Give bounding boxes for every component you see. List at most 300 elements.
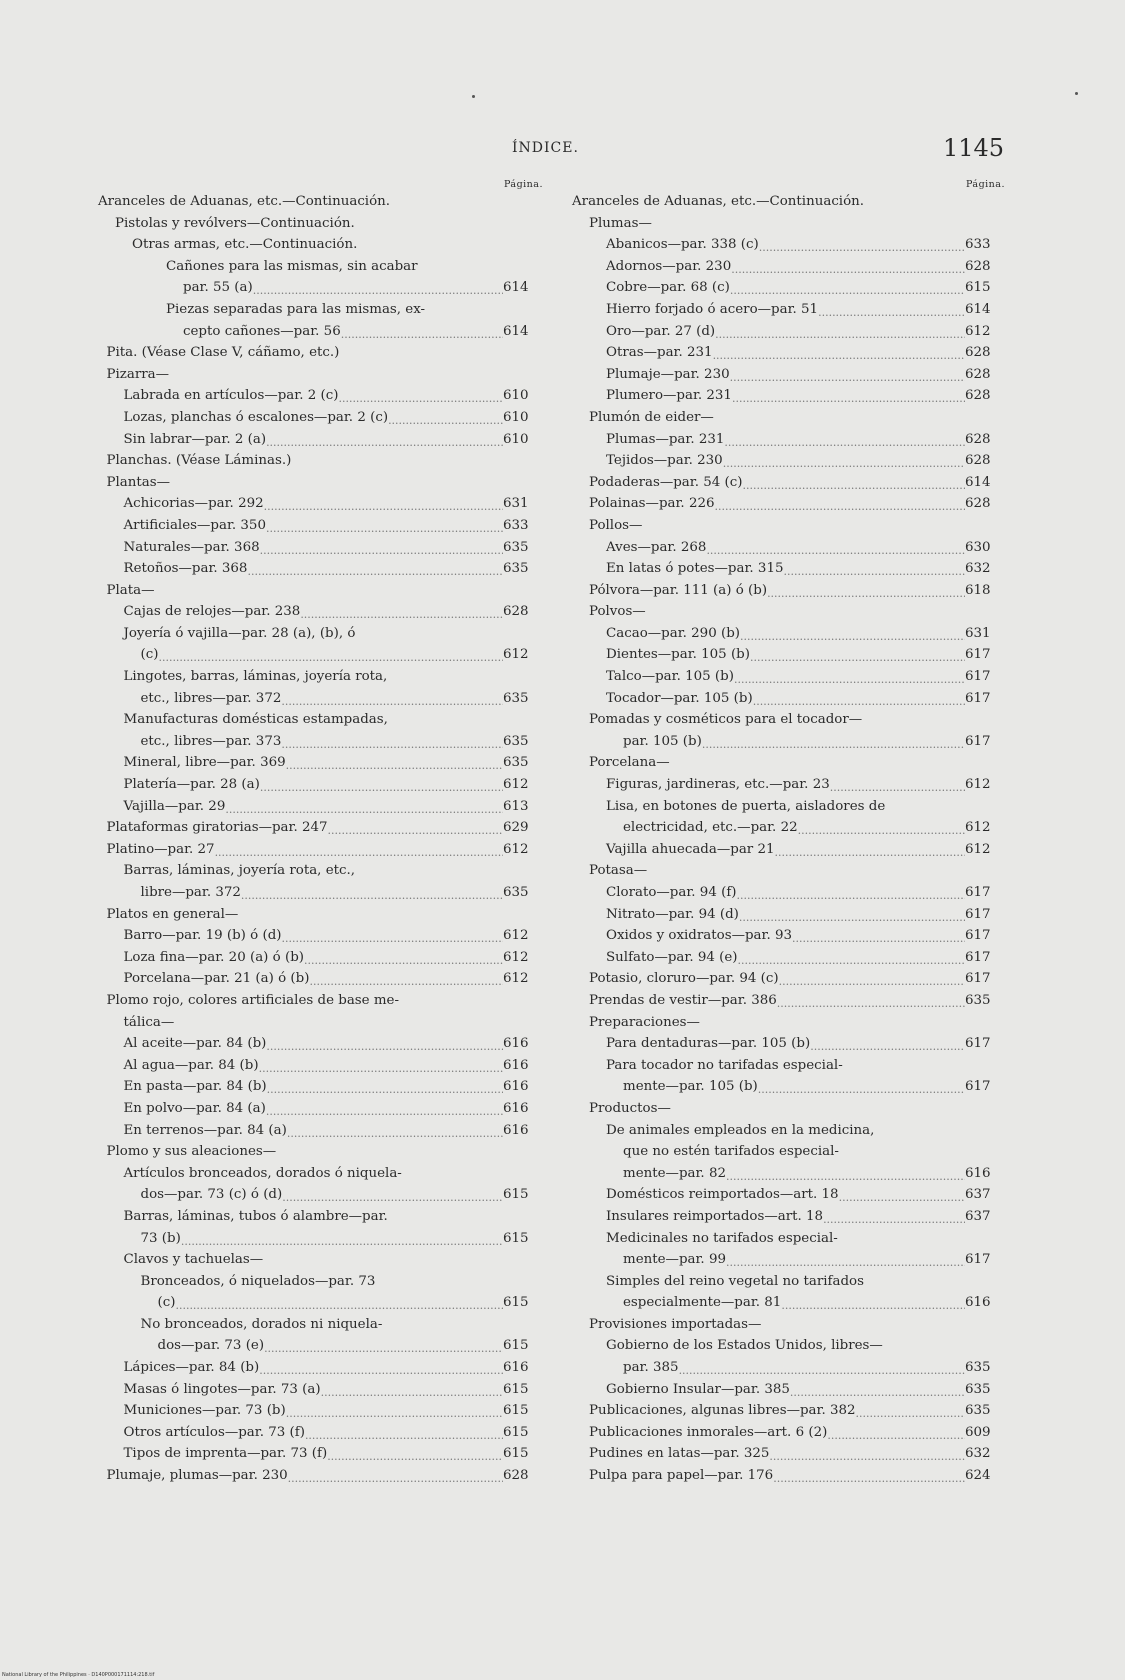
- entry-text: Plumón de eider—: [589, 409, 714, 425]
- entry-text: Platino—par. 27 .....: [107, 842, 215, 857]
- index-column-right: [572, 178, 1005, 1487]
- entry-text: Aves—par. 268 .....: [606, 540, 706, 555]
- entry-page-number: 624: [965, 1465, 1005, 1487]
- entry-text: (c) .....: [158, 1295, 176, 1310]
- index-entry: [98, 839, 543, 861]
- entry-text: Para dentaduras—par. 105 (b) .....: [606, 1036, 810, 1051]
- speck: [1075, 92, 1078, 95]
- index-entry: [98, 1314, 543, 1336]
- entry-text: Pizarra—: [106, 366, 170, 382]
- entry-page-number: 617: [965, 644, 1005, 666]
- entry-page-number: 615: [503, 1422, 543, 1444]
- index-entry: [572, 1163, 1005, 1185]
- index-entry: [98, 990, 543, 1012]
- entry-text: etc., libres—par. 372 .....: [141, 691, 282, 706]
- index-entry: [98, 1271, 543, 1293]
- entry-page-number: 617: [965, 947, 1005, 969]
- entry-text: Barro—par. 19 (b) ó (d) .....: [124, 928, 282, 943]
- index-entry: [572, 666, 1005, 688]
- entry-text: Cobre—par. 68 (c) .....: [606, 280, 730, 295]
- entry-page-number: 632: [965, 558, 1005, 580]
- entry-text: En latas ó potes—par. 315 .....: [606, 561, 784, 576]
- entry-text: Retoños—par. 368 .....: [124, 561, 248, 576]
- index-entry: [98, 1206, 543, 1228]
- running-title: ÍNDICE.: [512, 140, 579, 156]
- entry-text: Piezas separadas para las mismas, ex-: [166, 301, 426, 317]
- entry-text: Plantas—: [106, 474, 171, 490]
- index-entry: [98, 796, 543, 818]
- index-entry: [98, 1465, 543, 1487]
- entry-text: Plumas—par. 231 .....: [606, 432, 724, 447]
- index-entry: [572, 968, 1005, 990]
- index-entry: [98, 1357, 543, 1379]
- entry-page-number: 616: [965, 1163, 1005, 1185]
- entry-page-number: 632: [965, 1443, 1005, 1465]
- index-entry: [572, 580, 1005, 602]
- index-entry: [572, 1120, 1005, 1142]
- index-entry: [98, 601, 543, 623]
- entry-text: Para tocador no tarifadas especial-: [606, 1057, 843, 1073]
- entry-text: Naturales—par. 368 .....: [124, 540, 260, 555]
- index-entry: [572, 1206, 1005, 1228]
- entry-page-number: 614: [965, 472, 1005, 494]
- entry-text: En polvo—par. 84 (a) .....: [124, 1101, 266, 1116]
- entry-text: dos—par. 73 (c) ó (d) .....: [141, 1187, 283, 1202]
- index-entry: [572, 1422, 1005, 1444]
- entry-page-number: 612: [503, 947, 543, 969]
- entry-text: Medicinales no tarifados especial-: [606, 1230, 838, 1246]
- entry-page-number: 633: [965, 234, 1005, 256]
- index-entry: [572, 817, 1005, 839]
- index-entry: [98, 450, 543, 472]
- index-entry: [572, 450, 1005, 472]
- entry-page-number: 628: [503, 1465, 543, 1487]
- entry-page-number: 609: [965, 1422, 1005, 1444]
- pagina-label: Página.: [503, 179, 543, 190]
- index-entry: [572, 1076, 1005, 1098]
- entry-page-number: 635: [965, 1379, 1005, 1401]
- entry-text: Manufacturas domésticas estampadas,: [123, 712, 388, 728]
- index-entry: [572, 537, 1005, 559]
- entry-text: En pasta—par. 84 (b) .....: [124, 1079, 267, 1094]
- entry-text: Municiones—par. 73 (b) .....: [124, 1403, 286, 1418]
- entry-page-number: 635: [503, 537, 543, 559]
- entry-page-number: 617: [965, 968, 1005, 990]
- entry-text: Plumero—par. 231 .....: [606, 388, 732, 403]
- index-entry: [98, 968, 543, 990]
- index-entry: [572, 256, 1005, 278]
- entry-text: Pulpa para papel—par. 176 .....: [589, 1468, 773, 1483]
- entry-page-number: 614: [503, 321, 543, 343]
- index-entry: [572, 1141, 1005, 1163]
- index-entry: [98, 256, 543, 278]
- index-entry: [98, 817, 543, 839]
- entry-text: Oro—par. 27 (d) .....: [606, 324, 715, 339]
- entry-text: Plumaje—par. 230 .....: [606, 367, 730, 382]
- index-entry: [98, 1228, 543, 1250]
- index-entry: [98, 1335, 543, 1357]
- entry-text: Cañones para las mismas, sin acabar: [166, 258, 418, 274]
- entry-text: cepto cañones—par. 56 .....: [183, 324, 341, 339]
- index-entry: [98, 558, 543, 580]
- entry-text: Planchas. (Véase Láminas.): [106, 453, 292, 469]
- entry-page-number: 612: [503, 839, 543, 861]
- entry-page-number: 617: [965, 1249, 1005, 1271]
- entry-page-number: 615: [503, 1335, 543, 1357]
- index-entry: [572, 299, 1005, 321]
- entry-page-number: 610: [503, 385, 543, 407]
- index-entry: [98, 299, 543, 321]
- index-entry: [572, 774, 1005, 796]
- entry-text: Dientes—par. 105 (b) .....: [606, 647, 750, 662]
- entry-text: par. 55 (a) .....: [183, 280, 253, 295]
- entry-text: Otros artículos—par. 73 (f) .....: [124, 1425, 305, 1440]
- entry-page-number: 630: [965, 537, 1005, 559]
- page-number: 1145: [943, 134, 1005, 162]
- entry-text: Cacao—par. 290 (b) .....: [606, 626, 740, 641]
- index-entry: [572, 1249, 1005, 1271]
- index-entry: [98, 1055, 543, 1077]
- entry-text: Bronceados, ó niquelados—par. 73: [140, 1273, 376, 1289]
- index-entry: [98, 947, 543, 969]
- index-entry: [98, 666, 543, 688]
- index-entry: [98, 1163, 543, 1185]
- pagina-label: Página.: [965, 179, 1005, 190]
- entry-page-number: 635: [965, 1357, 1005, 1379]
- entry-text: Barras, láminas, joyería rota, etc.,: [123, 863, 356, 879]
- index-entry: [572, 1098, 1005, 1120]
- index-entry: [572, 990, 1005, 1012]
- entry-text: Provisiones importadas—: [589, 1316, 762, 1332]
- index-entry: [572, 709, 1005, 731]
- entry-page-number: 613: [503, 796, 543, 818]
- entry-text: Plata—: [106, 582, 155, 598]
- entry-page-number: 628: [965, 429, 1005, 451]
- entry-text: De animales empleados en la medicina,: [606, 1122, 875, 1138]
- index-entry: [98, 709, 543, 731]
- entry-page-number: 616: [503, 1357, 543, 1379]
- entry-text: Potasio, cloruro—par. 94 (c) .....: [589, 971, 779, 986]
- entry-page-number: 617: [965, 731, 1005, 753]
- entry-text: Pollos—: [589, 517, 643, 533]
- index-entry: [572, 472, 1005, 494]
- entry-text: Aranceles de Aduanas, etc.—Continuación.: [572, 194, 865, 209]
- entry-text: mente—par. 82 .....: [623, 1166, 726, 1181]
- entry-text: Sin labrar—par. 2 (a) .....: [124, 432, 267, 447]
- entry-page-number: 616: [503, 1120, 543, 1142]
- index-entry: [98, 1379, 543, 1401]
- scan-credit: National Library of the Philippines · D140P000171114:218.tif: [2, 1672, 155, 1678]
- index-entry: [98, 688, 543, 710]
- index-entry: [572, 1012, 1005, 1034]
- entry-page-number: 614: [965, 299, 1005, 321]
- index-entry: [572, 558, 1005, 580]
- entry-page-number: 612: [965, 839, 1005, 861]
- index-entry: [572, 277, 1005, 299]
- index-entry: [98, 407, 543, 429]
- index-entry: [572, 1379, 1005, 1401]
- index-entry: [572, 839, 1005, 861]
- index-entry: [98, 1033, 543, 1055]
- entry-page-number: 616: [503, 1076, 543, 1098]
- index-entry: [98, 1292, 543, 1314]
- index-entry: [572, 1055, 1005, 1077]
- entry-text: Lisa, en botones de puerta, aisladores de: [606, 798, 886, 814]
- entry-page-number: 615: [965, 277, 1005, 299]
- entry-page-number: 612: [965, 321, 1005, 343]
- entry-page-number: 612: [965, 817, 1005, 839]
- index-entry: [98, 1120, 543, 1142]
- entry-text: Publicaciones, algunas libres—par. 382 .....: [589, 1403, 856, 1418]
- index-entry: [572, 1443, 1005, 1465]
- entry-text: Otras—par. 231 .....: [606, 345, 713, 360]
- entry-text: libre—par. 372 .....: [141, 885, 241, 900]
- entry-text: Labrada en artículos—par. 2 (c) .....: [124, 388, 339, 403]
- entry-text: Domésticos reimportados—art. 18 .....: [606, 1187, 839, 1202]
- index-entry: [98, 385, 543, 407]
- entry-text: Sulfato—par. 94 (e) .....: [606, 950, 738, 965]
- index-entry: [98, 882, 543, 904]
- entry-page-number: 615: [503, 1228, 543, 1250]
- entry-text: Plumas—: [589, 215, 652, 231]
- index-entry: [572, 731, 1005, 753]
- entry-text: dos—par. 73 (e) .....: [158, 1338, 265, 1353]
- entry-text: Platos en general—: [106, 906, 239, 922]
- index-entry: [572, 1335, 1005, 1357]
- index-entry: [98, 321, 543, 343]
- entry-page-number: 635: [965, 1400, 1005, 1422]
- index-entry: [98, 752, 543, 774]
- entry-page-number: 616: [503, 1033, 543, 1055]
- entry-text: Loza fina—par. 20 (a) ó (b) .....: [124, 950, 305, 965]
- index-entry: [572, 385, 1005, 407]
- entry-page-number: 617: [965, 688, 1005, 710]
- entry-page-number: 612: [503, 644, 543, 666]
- entry-page-number: 612: [503, 968, 543, 990]
- index-entry: [572, 1400, 1005, 1422]
- entry-text: Adornos—par. 230 .....: [606, 259, 731, 274]
- index-entry: [98, 472, 543, 494]
- index-entry: [98, 623, 543, 645]
- index-entry: [572, 515, 1005, 537]
- entry-text: etc., libres—par. 373 .....: [141, 734, 282, 749]
- entry-page-number: 635: [503, 688, 543, 710]
- index-entry: [572, 1292, 1005, 1314]
- entry-page-number: 628: [503, 601, 543, 623]
- index-entry: [98, 580, 543, 602]
- index-entry: [572, 429, 1005, 451]
- entry-text: Gobierno Insular—par. 385 .....: [606, 1382, 790, 1397]
- entry-page-number: 617: [965, 1076, 1005, 1098]
- entry-text: Plumaje, plumas—par. 230 .....: [107, 1468, 288, 1483]
- entry-text: Lozas, planchas ó escalones—par. 2 (c) .....: [124, 410, 389, 425]
- index-entry: [98, 213, 543, 235]
- entry-text: En terrenos—par. 84 (a) .....: [124, 1123, 287, 1138]
- entry-text: Plataformas giratorias—par. 247 .....: [107, 820, 328, 835]
- entry-text: Gobierno de los Estados Unidos, libres—: [606, 1338, 883, 1354]
- entry-text: Tipos de imprenta—par. 73 (f) .....: [124, 1446, 328, 1461]
- entry-page-number: 628: [965, 493, 1005, 515]
- index-entry: [98, 191, 543, 213]
- index-entry: [98, 925, 543, 947]
- entry-text: Pudines en latas—par. 325 .....: [589, 1446, 769, 1461]
- entry-page-number: 617: [965, 1033, 1005, 1055]
- entry-page-number: 633: [503, 515, 543, 537]
- entry-page-number: 628: [965, 385, 1005, 407]
- entry-text: mente—par. 105 (b) .....: [623, 1079, 758, 1094]
- index-entry: [98, 515, 543, 537]
- entry-text: Podaderas—par. 54 (c) .....: [589, 475, 742, 490]
- entry-page-number: 616: [503, 1098, 543, 1120]
- index-entry: [572, 947, 1005, 969]
- index-entry: [98, 1249, 543, 1271]
- entry-page-number: 610: [503, 429, 543, 451]
- index-entry: [572, 882, 1005, 904]
- entry-page-number: 612: [503, 774, 543, 796]
- entry-page-number: 628: [965, 342, 1005, 364]
- entry-page-number: 628: [965, 256, 1005, 278]
- entry-list: [572, 191, 1005, 1487]
- index-entry: [572, 904, 1005, 926]
- entry-text: Potasa—: [589, 863, 648, 879]
- index-entry: [98, 860, 543, 882]
- entry-text: par. 105 (b) .....: [623, 734, 702, 749]
- entry-text: Pomadas y cosméticos para el tocador—: [589, 712, 863, 728]
- entry-text: Al aceite—par. 84 (b) .....: [124, 1036, 267, 1051]
- speck: [472, 95, 475, 98]
- index-entry: [572, 1033, 1005, 1055]
- entry-text: Vajilla—par. 29 .....: [124, 799, 226, 814]
- entry-text: Cajas de relojes—par. 238 .....: [124, 604, 301, 619]
- entry-text: Al agua—par. 84 (b) .....: [124, 1058, 259, 1073]
- index-entry: [98, 1141, 543, 1163]
- entry-text: Artículos bronceados, dorados ó niquela-: [123, 1165, 402, 1181]
- entry-text: Preparaciones—: [589, 1014, 700, 1030]
- entry-page-number: 616: [503, 1055, 543, 1077]
- index-entry: [572, 1314, 1005, 1336]
- entry-page-number: 631: [965, 623, 1005, 645]
- entry-text: Plomo rojo, colores artificiales de base me-: [106, 992, 400, 1008]
- entry-text: Tocador—par. 105 (b) .....: [606, 691, 753, 706]
- index-entry: [572, 213, 1005, 235]
- entry-page-number: 612: [965, 774, 1005, 796]
- entry-page-number: 615: [503, 1292, 543, 1314]
- index-entry: [98, 1443, 543, 1465]
- entry-text: Pita. (Véase Clase V, cáñamo, etc.): [106, 345, 340, 361]
- index-entry: [572, 644, 1005, 666]
- entry-text: Clavos y tachuelas—: [123, 1252, 264, 1268]
- entry-page-number: 617: [965, 882, 1005, 904]
- entry-text: Simples del reino vegetal no tarifados: [606, 1273, 864, 1289]
- entry-text: Porcelana—: [589, 755, 670, 771]
- entry-text: Pólvora—par. 111 (a) ó (b) .....: [589, 583, 767, 598]
- index-column-left: [98, 178, 543, 1487]
- entry-page-number: 628: [965, 450, 1005, 472]
- index-entry: [572, 191, 1005, 213]
- index-entry: [98, 234, 543, 256]
- index-entry: [98, 1076, 543, 1098]
- index-entry: [572, 623, 1005, 645]
- index-entry: [572, 1184, 1005, 1206]
- entry-text: tálica—: [123, 1014, 175, 1030]
- index-entry: [98, 1400, 543, 1422]
- entry-page-number: 615: [503, 1443, 543, 1465]
- index-entry: [572, 1357, 1005, 1379]
- entry-text: par. 385 .....: [623, 1360, 679, 1375]
- index-entry: [572, 364, 1005, 386]
- index-entry: [572, 860, 1005, 882]
- entry-page-number: 616: [965, 1292, 1005, 1314]
- entry-text: Clorato—par. 94 (f) .....: [606, 885, 737, 900]
- entry-page-number: 618: [965, 580, 1005, 602]
- entry-text: Oxidos y oxidratos—par. 93 .....: [606, 928, 792, 943]
- entry-text: Tejidos—par. 230 .....: [606, 453, 723, 468]
- entry-text: Joyería ó vajilla—par. 28 (a), (b), ó: [123, 625, 356, 641]
- entry-page-number: 615: [503, 1400, 543, 1422]
- index-entry: [572, 321, 1005, 343]
- index-entry: [98, 429, 543, 451]
- entry-text: Prendas de vestir—par. 386 .....: [589, 993, 777, 1008]
- entry-text: Mineral, libre—par. 369 .....: [124, 755, 286, 770]
- index-entry: [98, 644, 543, 666]
- entry-page-number: 635: [503, 752, 543, 774]
- entry-text: Polainas—par. 226 .....: [589, 496, 715, 511]
- entry-text: Vajilla ahuecada—par 21 .....: [606, 842, 775, 857]
- index-entry: [572, 925, 1005, 947]
- entry-text: Achicorias—par. 292 .....: [124, 496, 264, 511]
- entry-text: Platería—par. 28 (a) .....: [124, 777, 260, 792]
- index-entry: [98, 1012, 543, 1034]
- index-entry: [98, 1098, 543, 1120]
- index-entry: [572, 1228, 1005, 1250]
- entry-text: Nitrato—par. 94 (d) .....: [606, 907, 739, 922]
- entry-text: Aranceles de Aduanas, etc.—Continuación.: [98, 194, 391, 209]
- entry-page-number: 615: [503, 1184, 543, 1206]
- entry-text: Pistolas y revólvers—Continuación.: [115, 215, 355, 231]
- entry-text: Lingotes, barras, láminas, joyería rota,: [123, 669, 388, 685]
- index-entry: [572, 601, 1005, 623]
- index-entry: [98, 493, 543, 515]
- entry-text: Polvos—: [589, 604, 646, 620]
- entry-page-number: 629: [503, 817, 543, 839]
- entry-page-number: 610: [503, 407, 543, 429]
- index-entry: [98, 774, 543, 796]
- index-entry: [98, 1184, 543, 1206]
- entry-list: [98, 191, 543, 1487]
- entry-text: Publicaciones inmorales—art. 6 (2) .....: [589, 1425, 827, 1440]
- index-entry: [572, 493, 1005, 515]
- entry-page-number: 615: [503, 1379, 543, 1401]
- entry-text: Talco—par. 105 (b) .....: [606, 669, 734, 684]
- index-entry: [98, 537, 543, 559]
- entry-text: (c) .....: [141, 647, 159, 662]
- entry-page-number: 631: [503, 493, 543, 515]
- entry-text: Productos—: [589, 1100, 671, 1116]
- index-entry: [572, 407, 1005, 429]
- entry-text: Hierro forjado ó acero—par. 51 .....: [606, 302, 818, 317]
- entry-text: Plomo y sus aleaciones—: [106, 1144, 277, 1160]
- entry-text: Masas ó lingotes—par. 73 (a) .....: [124, 1382, 321, 1397]
- entry-page-number: 628: [965, 364, 1005, 386]
- entry-page-number: 635: [965, 990, 1005, 1012]
- entry-text: No bronceados, dorados ni niquela-: [140, 1316, 383, 1332]
- entry-page-number: 612: [503, 925, 543, 947]
- index-entry: [572, 688, 1005, 710]
- entry-page-number: 617: [965, 666, 1005, 688]
- entry-page-number: 614: [503, 277, 543, 299]
- index-entry: [572, 342, 1005, 364]
- entry-page-number: 635: [503, 731, 543, 753]
